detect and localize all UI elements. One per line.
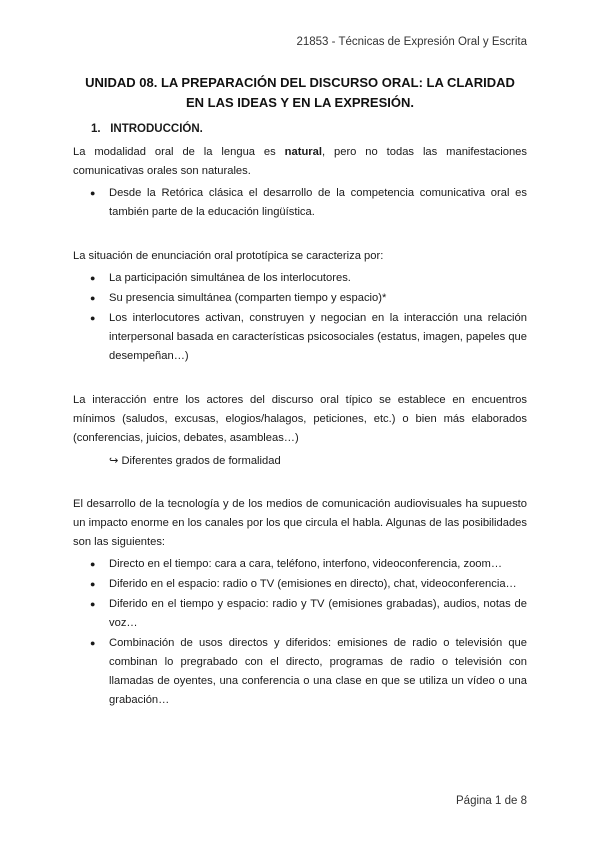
bullet-list-2: [73, 269, 527, 366]
para-bold-word: natural: [284, 146, 322, 158]
para-text: La modalidad oral de la lengua es: [73, 146, 285, 158]
list-item: ● Su presencia simultánea (comparten tiempo y espacio)*: [73, 289, 527, 308]
bullet-icon: ●: [90, 579, 96, 589]
document-title: [73, 73, 527, 113]
list-item: ● La participación simultánea de los interlocutores.: [73, 269, 527, 288]
list-item: ● Directo en el tiempo: cara a cara, teléfono, interfono, videoconferencia, zoom…: [73, 555, 527, 574]
document-body: [73, 120, 527, 711]
bullet-icon: ●: [90, 599, 96, 609]
list-item: ● Diferido en el tiempo y espacio: radio y TV (emisiones grabadas), audios, notas de voz…: [73, 595, 527, 633]
bullet-list-3: [73, 555, 527, 710]
section-title: INTRODUCCIÓN.: [110, 123, 203, 135]
bullet-icon: ●: [90, 559, 96, 569]
para-text: , pero no todas las manifestaciones comunicativas orales son naturales.: [73, 146, 527, 177]
list-item: ● Combinación de usos directos y diferidos: emisiones de radio o televisión que combinan lo pregrabado con el directo, programas de radio o televisión con llamadas de oyentes, una conferencia o una clase en que se utiliza un vídeo o una grabación…: [73, 634, 527, 710]
arrow-note: ↪ Diferentes grados de formalidad: [109, 455, 281, 467]
bullet-list-1: [73, 184, 527, 222]
paragraph-situation: La situación de enunciación oral prototípica se caracteriza por:: [73, 250, 384, 262]
section-heading: [91, 120, 527, 139]
paragraph-interaction: La interacción entre los actores del discurso oral típico se establece en encuentros mínimos (saludos, excusas, elogios/halagos, peticiones, etc.) o bien más elaborados (conferencias, juicios, debates, asambleas…): [73, 394, 527, 444]
bullet-icon: ●: [90, 293, 96, 303]
bullet-icon: ●: [90, 273, 96, 283]
title-line-1: UNIDAD 08. LA PREPARACIÓN DEL DISCURSO ORAL: LA CLARIDAD: [85, 75, 515, 90]
section-number: 1.: [91, 123, 101, 135]
paragraph-intro: [73, 143, 527, 181]
bullet-icon: ●: [90, 638, 96, 648]
paragraph-technology: El desarrollo de la tecnología y de los medios de comunicación audiovisuales ha supuesto un impacto enorme en los canales por los que circula el habla. Algunas de las posibilidades son las siguientes:: [73, 498, 527, 548]
page-number: Página 1 de 8: [456, 795, 527, 807]
bullet-icon: ●: [90, 313, 96, 323]
title-line-2: EN LAS IDEAS Y EN LA EXPRESIÓN.: [185, 95, 415, 110]
list-item: ● Diferido en el espacio: radio o TV (emisiones en directo), chat, videoconferencia…: [73, 575, 527, 594]
bullet-icon: ●: [90, 188, 96, 198]
list-item: ● Desde la Retórica clásica el desarrollo de la competencia comunicativa oral es también parte de la educación lingüística.: [73, 184, 527, 222]
page-header: 21853 - Técnicas de Expresión Oral y Escrita: [296, 36, 527, 48]
list-item: ● Los interlocutores activan, construyen y negocian en la interacción una relación interpersonal basada en características psicosociales (estatus, imagen, papeles que desempeñan…): [73, 309, 527, 366]
